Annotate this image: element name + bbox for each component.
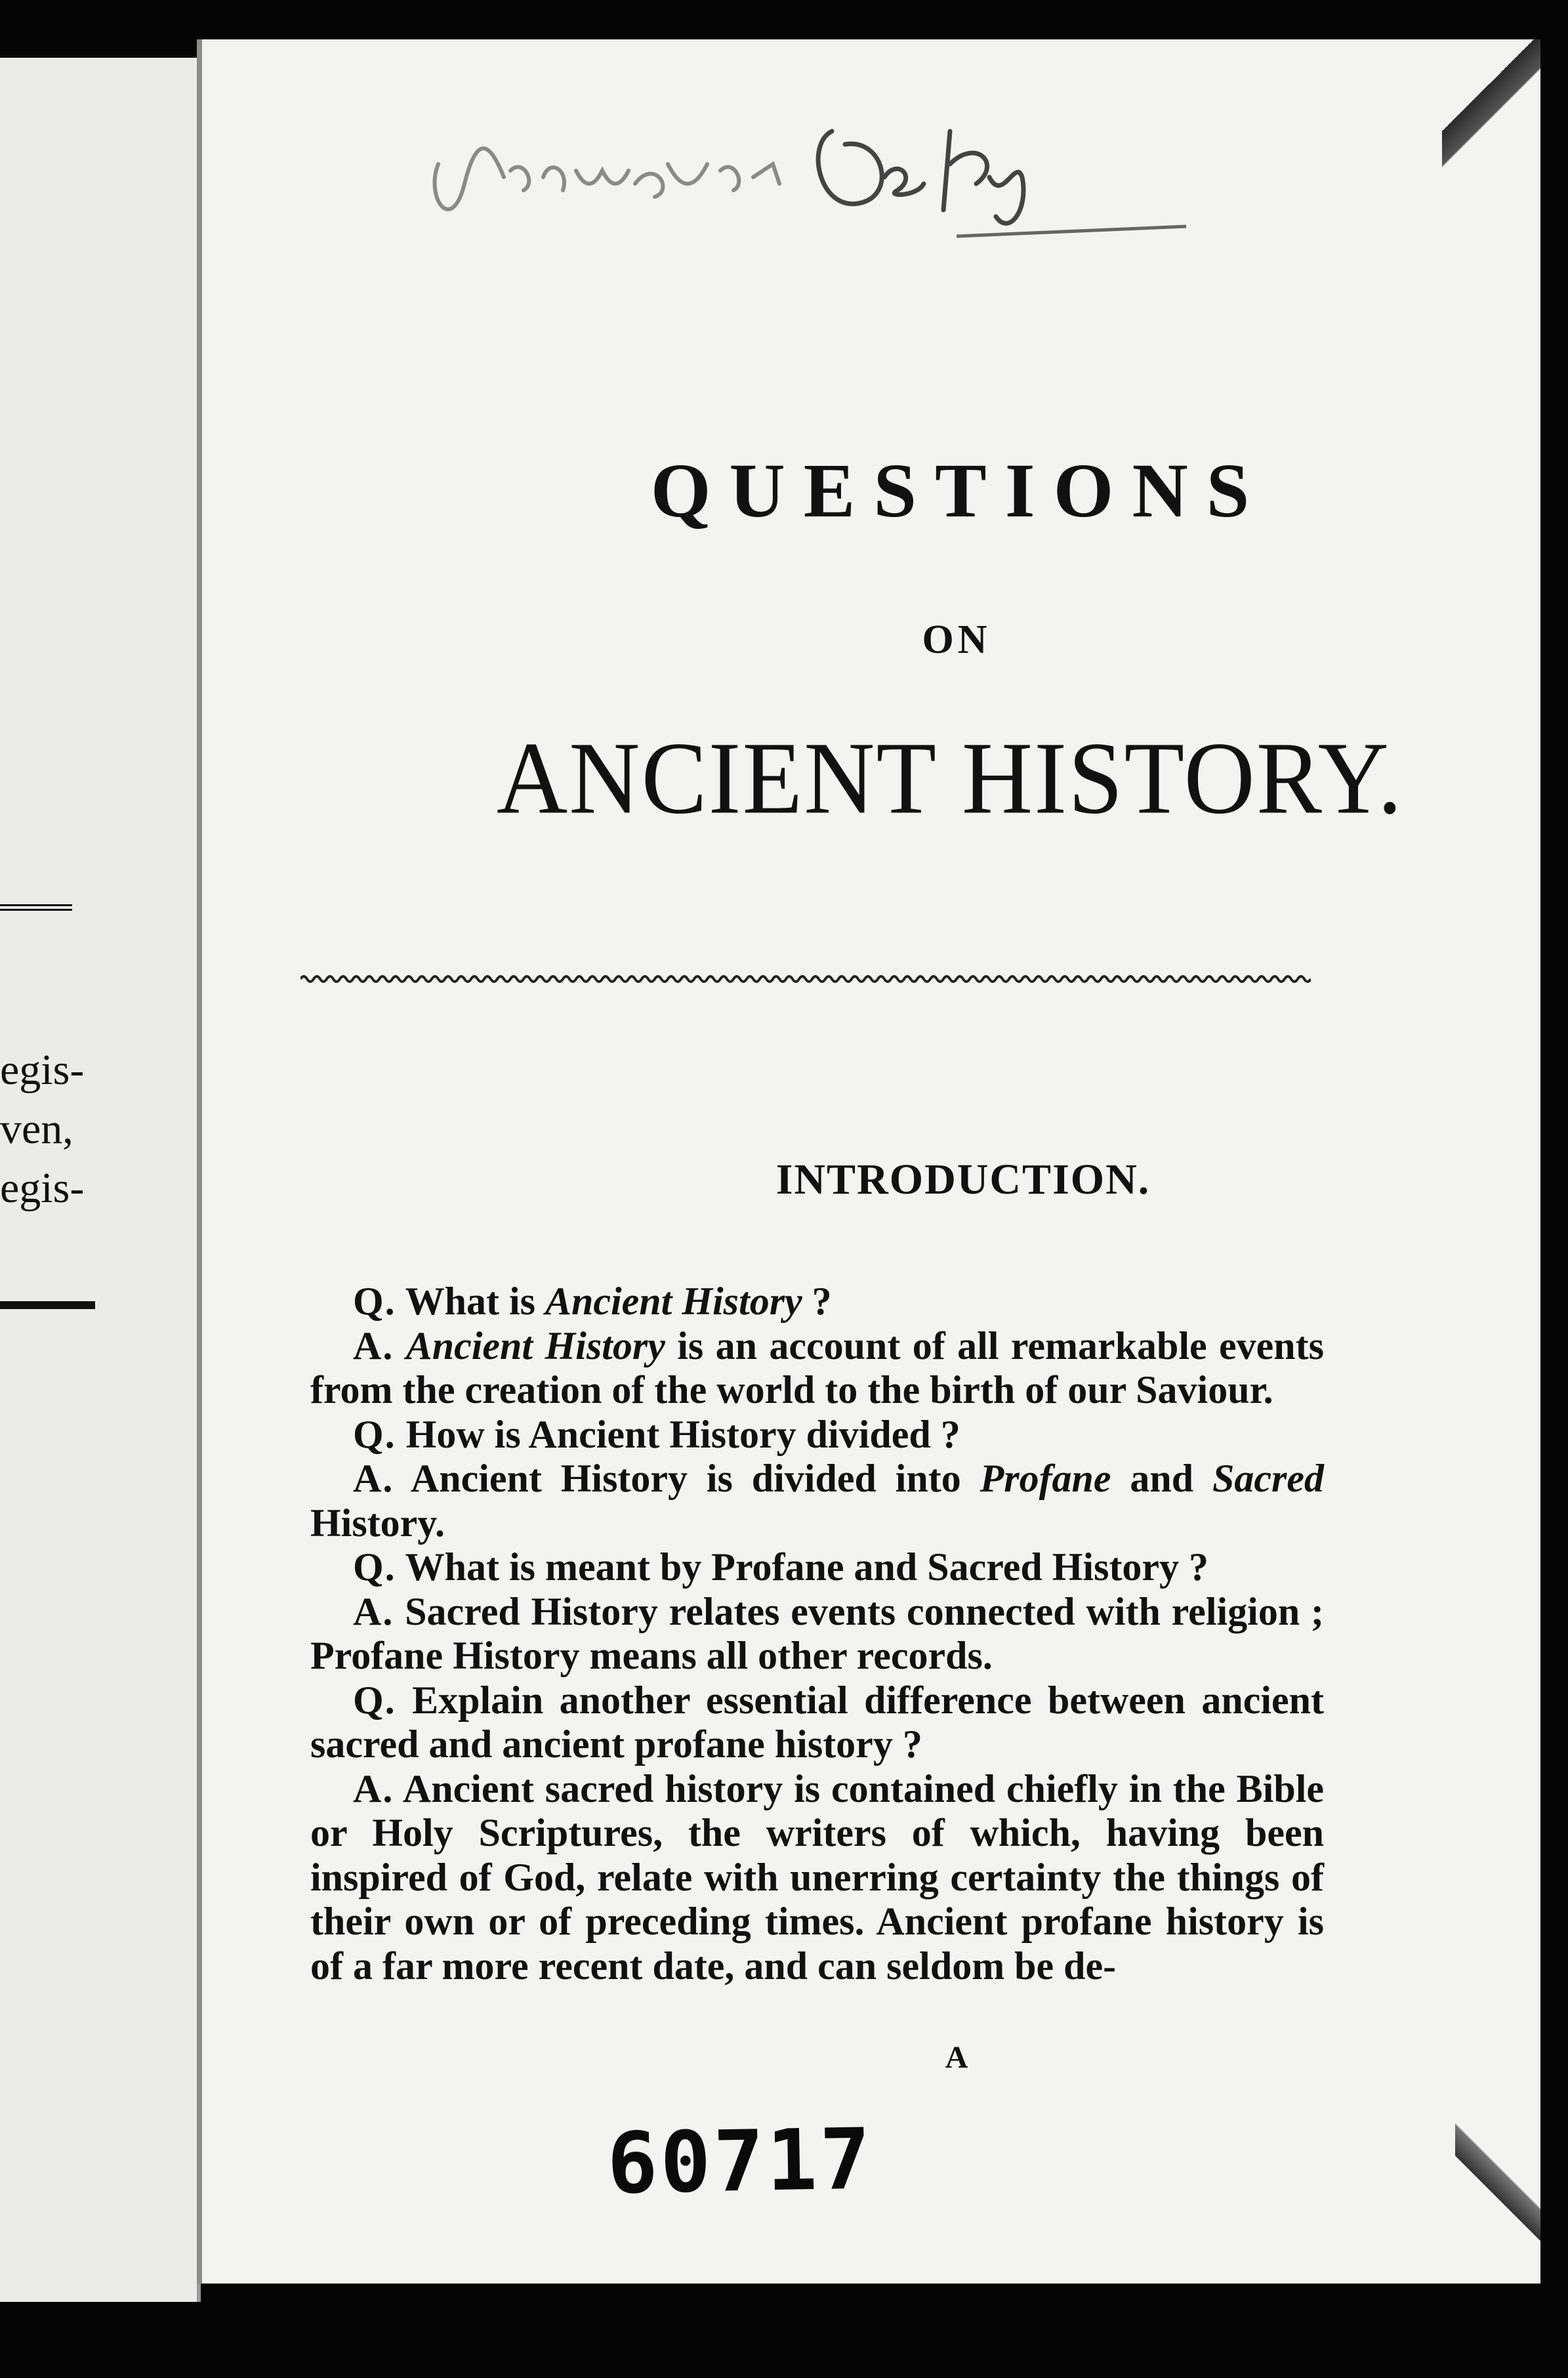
qa-text: is an account of all remarkable events from the creation of the world to the birth of our Saviour. <box>310 1324 1325 1411</box>
section-heading: INTRODUCTION. <box>775 1156 1151 1203</box>
book-title-line-1: QUESTIONS <box>650 448 1268 533</box>
left-page-double-rule <box>0 904 72 920</box>
qa-italic-term: Ancient History <box>545 1280 802 1323</box>
qa-text: ? <box>802 1280 832 1323</box>
qa-text: Ancient sacred history is contained chiefly in the Bible or Holy Scriptures, the writers of which, having been inspired of God, relate with unerring certainty the things of their own or of preceding times. Ancient profane history is of a far more recent date, and can seldom be de- <box>310 1766 1324 1988</box>
title-page <box>197 39 1540 2284</box>
qa-paragraph <box>310 1457 1324 1545</box>
left-page-rule <box>0 1301 95 1309</box>
left-page-text-fragment: egis- <box>0 1164 85 1212</box>
qa-paragraph <box>310 1413 1324 1457</box>
qa-text: What is meant by Profane and Sacred History ? <box>396 1545 1209 1589</box>
qa-label: A. <box>353 1766 394 1810</box>
qa-label: Q. <box>353 1280 396 1323</box>
qa-text: Explain another essential difference between ancient sacred and ancient profane history ? <box>310 1678 1324 1766</box>
qa-paragraph <box>310 1679 1324 1767</box>
qa-text: Ancient History is divided into <box>394 1457 980 1500</box>
qa-italic-term: Profane <box>980 1457 1111 1500</box>
qa-label: Q. <box>353 1412 396 1456</box>
left-page-text-fragment: egis- <box>0 1046 85 1094</box>
qa-text: Sacred History relates events connected with religion ; Profane History means all other records. <box>310 1589 1324 1677</box>
qa-paragraph <box>310 1280 1324 1324</box>
ornamental-wavy-rule <box>300 971 1311 987</box>
qa-text: and <box>1111 1457 1213 1500</box>
qa-label: A. <box>353 1589 394 1633</box>
body-text <box>310 1280 1324 1988</box>
printer-signature-mark: A <box>945 2040 968 2075</box>
qa-paragraph <box>310 1590 1324 1679</box>
book-title-line-2: ON <box>922 617 991 662</box>
qa-label: Q. <box>353 1545 396 1589</box>
qa-text: How is Ancient History divided ? <box>396 1412 960 1456</box>
left-page-text-fragment: ven, <box>0 1105 73 1153</box>
handwritten-signature <box>412 105 1462 249</box>
qa-text: What is <box>396 1280 545 1323</box>
left-facing-page <box>0 58 201 2302</box>
qa-label: Q. <box>353 1678 396 1722</box>
page-corner-damage <box>1455 2113 1540 2284</box>
qa-label: A. <box>353 1457 394 1500</box>
qa-paragraph <box>310 1767 1324 1989</box>
qa-text: History. <box>310 1501 445 1545</box>
qa-italic-term: Ancient History <box>405 1324 665 1367</box>
qa-label: A. <box>353 1324 394 1367</box>
book-title-line-3: ANCIENT HISTORY. <box>496 720 1404 836</box>
qa-italic-term: Sacred <box>1212 1457 1324 1500</box>
qa-text <box>394 1324 405 1367</box>
qa-paragraph <box>310 1545 1324 1590</box>
library-stamp-number: 60717 <box>606 2110 874 2213</box>
qa-paragraph <box>310 1324 1324 1413</box>
